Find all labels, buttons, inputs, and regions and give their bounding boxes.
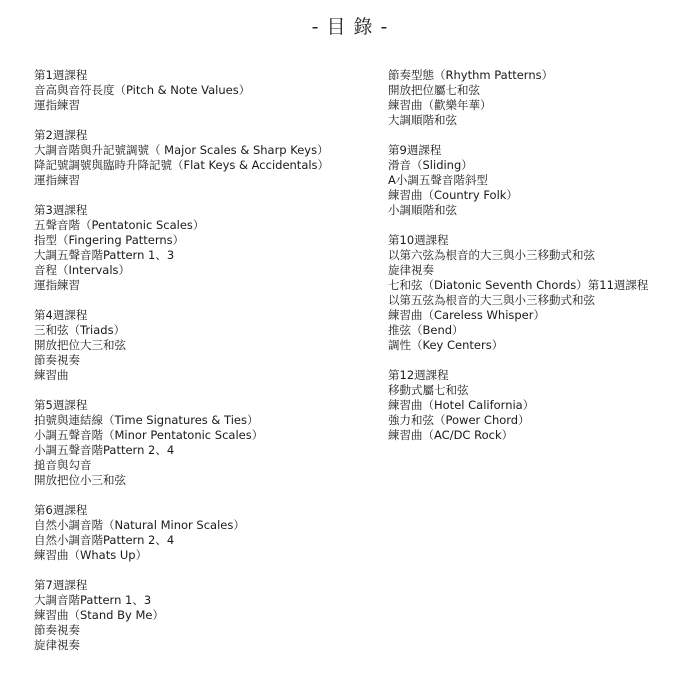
- week-heading: 第12週課程: [388, 368, 449, 382]
- toc-entry: 三和弦（Triads）: [34, 323, 126, 337]
- week-block-8: [388, 68, 688, 128]
- toc-entry: 開放把位小三和弦: [34, 473, 126, 487]
- toc-entry: 拍號與連結線（Time Signatures & Ties）: [34, 413, 259, 427]
- toc-entry: 練習曲: [34, 368, 69, 382]
- toc-entry: 練習曲（Careless Whisper）: [388, 308, 545, 322]
- toc-entry: 節奏視奏: [34, 353, 80, 367]
- toc-entry: 自然小調音階Pattern 2、4: [34, 533, 175, 547]
- toc-entry: 自然小調音階（Natural Minor Scales）: [34, 518, 245, 532]
- toc-entry: 節奏視奏: [34, 623, 80, 637]
- toc-entry: 以第六弦為根音的大三與小三移動式和弦: [388, 248, 595, 262]
- week-block-7: [34, 578, 364, 653]
- toc-entry: 七和弦（Diatonic Seventh Chords）第11週課程: [388, 278, 649, 292]
- toc-entry: 小調順階和弦: [388, 203, 457, 217]
- week-block-9: [388, 143, 688, 218]
- toc-entry: 大調音階與升記號調號（ Major Scales & Sharp Keys）: [34, 143, 329, 157]
- week-block-12: [388, 368, 688, 443]
- toc-entry: 強力和弦（Power Chord）: [388, 413, 530, 427]
- toc-entry: 滑音（Sliding）: [388, 158, 473, 172]
- week-block-10: [388, 233, 688, 353]
- toc-entry: 大調順階和弦: [388, 113, 457, 127]
- toc-entry: 指型（Fingering Patterns）: [34, 233, 185, 247]
- toc-entry: 運指練習: [34, 173, 80, 187]
- week-block-3: [34, 203, 364, 293]
- toc-entry: 旋律視奏: [388, 263, 434, 277]
- toc-entry: 五聲音階（Pentatonic Scales）: [34, 218, 205, 232]
- toc-entry: 練習曲（Country Folk）: [388, 188, 518, 202]
- toc-entry: 開放把位大三和弦: [34, 338, 126, 352]
- toc-entry: 大調五聲音階Pattern 1、3: [34, 248, 175, 262]
- week-heading: 第1週課程: [34, 68, 88, 82]
- toc-entry: 運指練習: [34, 278, 80, 292]
- toc-entry: 小調五聲音階（Minor Pentatonic Scales）: [34, 428, 264, 442]
- toc-entry: 音程（Intervals）: [34, 263, 131, 277]
- week-heading: 第7週課程: [34, 578, 88, 592]
- toc-entry: 節奏型態（Rhythm Patterns）: [388, 68, 554, 82]
- week-block-4: [34, 308, 364, 383]
- toc-entry: 練習曲（AC/DC Rock）: [388, 428, 514, 442]
- toc-column-left: [34, 68, 364, 668]
- week-heading: 第9週課程: [388, 143, 442, 157]
- toc-entry: 練習曲（Hotel California）: [388, 398, 535, 412]
- week-heading: 第5週課程: [34, 398, 88, 412]
- toc-column-right: [388, 68, 688, 458]
- week-block-5: [34, 398, 364, 488]
- week-heading: 第10週課程: [388, 233, 449, 247]
- toc-entry: 練習曲（歡樂年華）: [388, 98, 492, 112]
- toc-entry: 降記號調號與臨時升降記號（Flat Keys & Accidentals）: [34, 158, 330, 172]
- week-heading: 第4週課程: [34, 308, 88, 322]
- week-heading: 第6週課程: [34, 503, 88, 517]
- week-heading: 第2週課程: [34, 128, 88, 142]
- week-heading: 第3週課程: [34, 203, 88, 217]
- toc-entry: 移動式屬七和弦: [388, 383, 469, 397]
- toc-entry: 搥音與勾音: [34, 458, 92, 472]
- toc-entry: 練習曲（Stand By Me）: [34, 608, 164, 622]
- week-block-2: [34, 128, 364, 188]
- toc-entry: 大調音階Pattern 1、3: [34, 593, 152, 607]
- toc-entry: 以第五弦為根音的大三與小三移動式和弦: [388, 293, 595, 307]
- toc-entry: 運指練習: [34, 98, 80, 112]
- toc-entry: 音高與音符長度（Pitch & Note Values）: [34, 83, 251, 97]
- week-block-6: [34, 503, 364, 563]
- week-block-1: [34, 68, 364, 113]
- toc-entry: 小調五聲音階Pattern 2、4: [34, 443, 175, 457]
- toc-entry: A小調五聲音階斜型: [388, 173, 488, 187]
- toc-entry: 開放把位屬七和弦: [388, 83, 480, 97]
- toc-entry: 推弦（Bend）: [388, 323, 464, 337]
- toc-entry: 旋律視奏: [34, 638, 80, 652]
- page-title: - 目 錄 -: [311, 16, 389, 38]
- toc-entry: 調性（Key Centers）: [388, 338, 504, 352]
- toc-entry: 練習曲（Whats Up）: [34, 548, 148, 562]
